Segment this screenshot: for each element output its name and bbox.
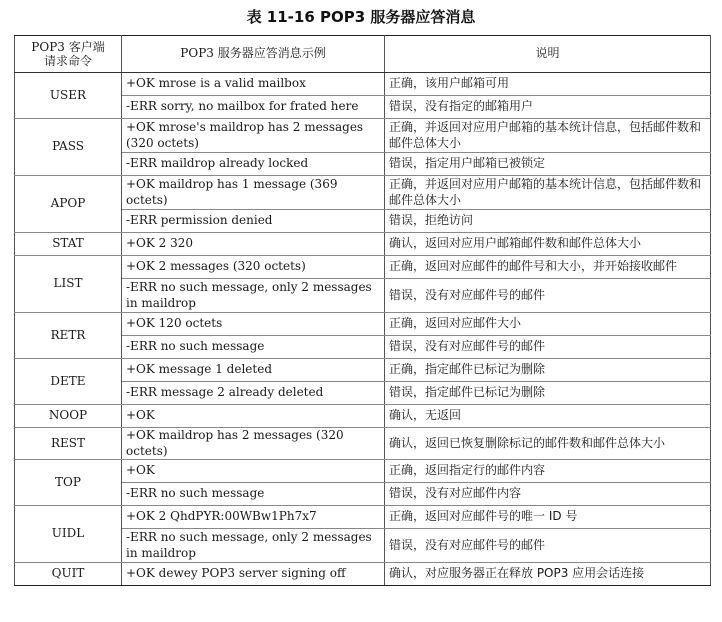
table-body [15, 73, 711, 586]
response-message-cell: -ERR no such message, only 2 messages in maildrop [122, 279, 385, 313]
description-cell: 错误，指定用户邮箱已被锁定 [385, 153, 711, 176]
table-row [15, 233, 711, 256]
header-command: POP3 客户端 请求命令 [15, 36, 122, 73]
table-row [15, 256, 711, 279]
command-cell: QUIT [15, 563, 122, 586]
response-message-cell: -ERR maildrop already locked [122, 153, 385, 176]
response-message-cell: +OK [122, 405, 385, 428]
description-cell: 错误，没有对应邮件号的邮件 [385, 529, 711, 563]
command-cell: TOP [15, 460, 122, 506]
description-cell: 确认，返回对应用户邮箱邮件数和邮件总体大小 [385, 233, 711, 256]
description-cell: 错误，没有对应邮件号的邮件 [385, 279, 711, 313]
command-cell: APOP [15, 176, 122, 233]
description-cell: 正确，指定邮件已标记为删除 [385, 359, 711, 382]
description-cell: 正确，该用户邮箱可用 [385, 73, 711, 96]
table-row [15, 506, 711, 529]
command-cell: STAT [15, 233, 122, 256]
pop3-response-table [14, 35, 711, 586]
response-message-cell: -ERR no such message [122, 483, 385, 506]
description-cell: 正确，返回对应邮件的邮件号和大小，并开始接收邮件 [385, 256, 711, 279]
response-message-cell: +OK [122, 460, 385, 483]
response-message-cell: +OK maildrop has 2 messages (320 octets) [122, 428, 385, 460]
command-cell: UIDL [15, 506, 122, 563]
description-cell: 正确，返回指定行的邮件内容 [385, 460, 711, 483]
response-message-cell: +OK 120 octets [122, 313, 385, 336]
command-cell: DETE [15, 359, 122, 405]
table-row [15, 460, 711, 483]
command-cell: NOOP [15, 405, 122, 428]
command-cell: USER [15, 73, 122, 119]
response-message-cell: +OK 2 QhdPYR:00WBw1Ph7x7 [122, 506, 385, 529]
response-message-cell: +OK mrose's maildrop has 2 messages (320 octets) [122, 119, 385, 153]
response-message-cell: +OK maildrop has 1 message (369 octets) [122, 176, 385, 210]
table-row [15, 428, 711, 460]
response-message-cell: +OK message 1 deleted [122, 359, 385, 382]
description-cell: 确认，返回已恢复删除标记的邮件数和邮件总体大小 [385, 428, 711, 460]
response-message-cell: -ERR no such message [122, 336, 385, 359]
response-message-cell: +OK 2 messages (320 octets) [122, 256, 385, 279]
response-message-cell: +OK 2 320 [122, 233, 385, 256]
description-cell: 确认，无返回 [385, 405, 711, 428]
command-cell: PASS [15, 119, 122, 176]
response-message-cell: -ERR permission denied [122, 210, 385, 233]
table-header [15, 36, 711, 73]
table-title: 表 11-16 POP3 服务器应答消息 [246, 8, 476, 26]
table-row [15, 119, 711, 153]
description-cell: 错误，指定邮件已标记为删除 [385, 382, 711, 405]
description-cell: 错误，没有对应邮件号的邮件 [385, 336, 711, 359]
response-message-cell: -ERR sorry, no mailbox for frated here [122, 96, 385, 119]
header-description: 说明 [385, 36, 711, 73]
response-message-cell: -ERR message 2 already deleted [122, 382, 385, 405]
description-cell: 错误，没有指定的邮箱用户 [385, 96, 711, 119]
description-cell: 正确，并返回对应用户邮箱的基本统计信息，包括邮件数和邮件总体大小 [385, 176, 711, 210]
command-cell: RETR [15, 313, 122, 359]
description-cell: 正确，返回对应邮件大小 [385, 313, 711, 336]
command-cell: LIST [15, 256, 122, 313]
table-row [15, 359, 711, 382]
table-row [15, 313, 711, 336]
header-example: POP3 服务器应答消息示例 [122, 36, 385, 73]
response-message-cell: -ERR no such message, only 2 messages in maildrop [122, 529, 385, 563]
description-cell: 错误，没有对应邮件内容 [385, 483, 711, 506]
response-message-cell: +OK dewey POP3 server signing off [122, 563, 385, 586]
table-row [15, 563, 711, 586]
table-row [15, 73, 711, 96]
description-cell: 正确，返回对应邮件号的唯一 ID 号 [385, 506, 711, 529]
table-row [15, 405, 711, 428]
description-cell: 错误，拒绝访问 [385, 210, 711, 233]
description-cell: 确认，对应服务器正在释放 POP3 应用会话连接 [385, 563, 711, 586]
table-row [15, 176, 711, 210]
description-cell: 正确，并返回对应用户邮箱的基本统计信息，包括邮件数和邮件总体大小 [385, 119, 711, 153]
response-message-cell: +OK mrose is a valid mailbox [122, 73, 385, 96]
command-cell: REST [15, 428, 122, 460]
